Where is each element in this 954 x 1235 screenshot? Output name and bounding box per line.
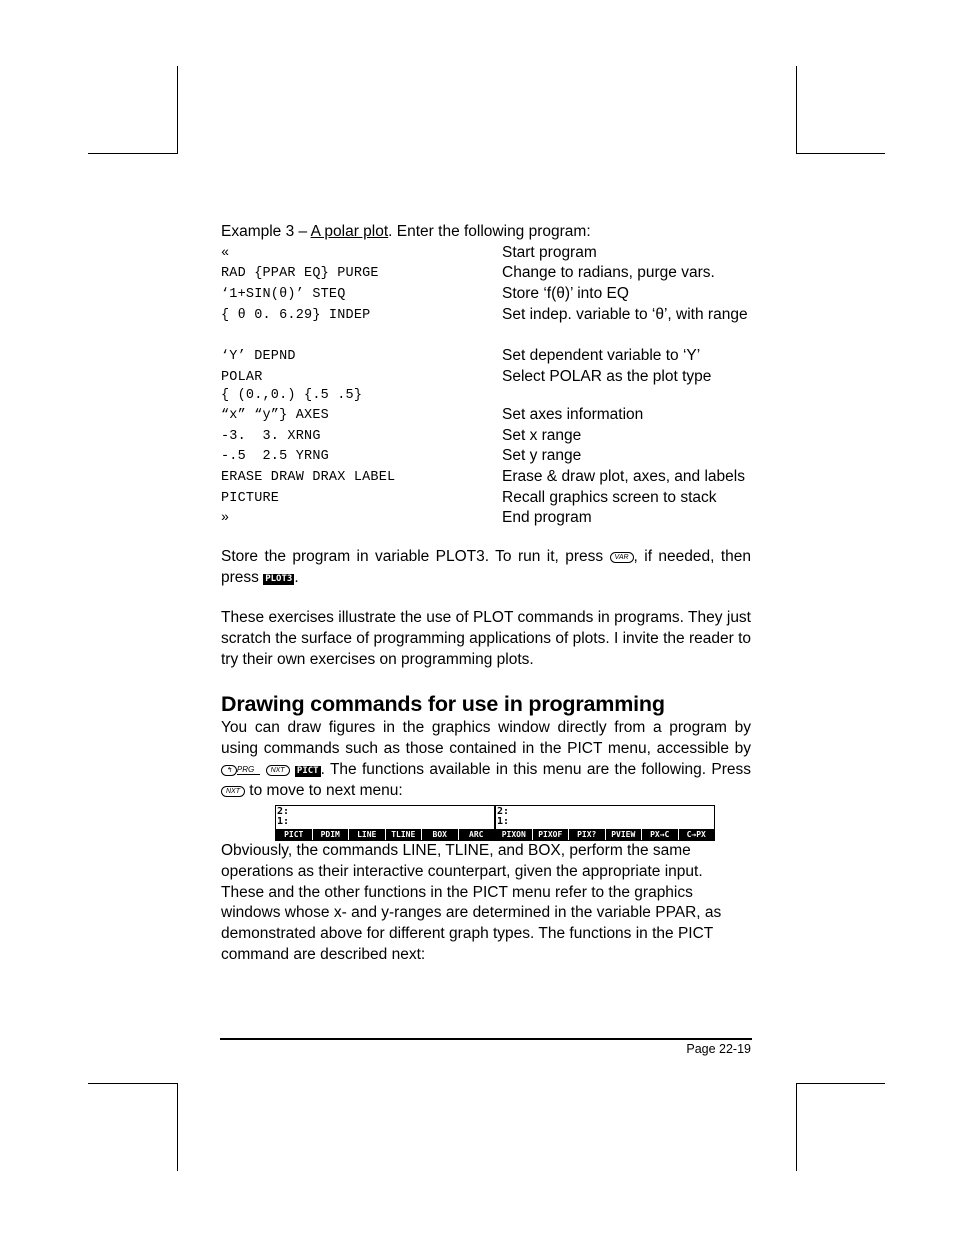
soft-menu-bar bbox=[496, 829, 714, 840]
menu-key: PICT bbox=[276, 829, 312, 840]
crop-mark bbox=[796, 153, 885, 154]
example-intro: Example 3 – A polar plot. Enter the following program: bbox=[221, 223, 591, 240]
program-line: { θ 0. 6.29} INDEP Set indep. variable to ‘θ’, with range bbox=[221, 305, 748, 323]
program-line: ‘1+SIN(θ)’ STEQ Store ‘f(θ)’ into EQ bbox=[221, 285, 629, 303]
crop-mark bbox=[796, 66, 797, 154]
section-paragraph: You can draw figures in the graphics window directly from a program by using commands such as those contained in the PICT menu, accessible by ↰ PRG NXT PICT . The functions available in this menu are the following. Press NXT to move to next menu: bbox=[221, 719, 752, 799]
pict-softkey-icon: PICT bbox=[296, 765, 319, 776]
crop-mark bbox=[88, 153, 177, 154]
left-shift-key-icon: ↰ bbox=[221, 765, 237, 776]
menu-key: PVIEW bbox=[606, 829, 642, 840]
page-content bbox=[221, 222, 751, 966]
menu-key: PX→C bbox=[642, 829, 678, 840]
menu-key: PIX? bbox=[569, 829, 605, 840]
example-link: A polar plot bbox=[310, 223, 389, 240]
crop-mark bbox=[796, 1083, 797, 1171]
program-line: « Start program bbox=[221, 243, 597, 261]
calculator-screens bbox=[221, 805, 751, 841]
store-instructions: Store the program in variable PLOT3. To run it, press VAR , if needed, then press PLOT3 . bbox=[221, 547, 751, 586]
crop-mark bbox=[177, 1083, 178, 1171]
program-line: { (0.,0.) {.5 .5} bbox=[221, 387, 363, 403]
program-line: -.5 2.5 YRNG Set y range bbox=[221, 447, 582, 465]
menu-key: ARC bbox=[459, 829, 495, 840]
crop-mark bbox=[177, 66, 178, 154]
plot3-softkey-icon: PLOT3 bbox=[265, 573, 293, 584]
program-line: “x” “y”} AXES Set axes information bbox=[221, 405, 644, 423]
calculator-screen: 2: 1: PICT PDIM LINE TLINE BOX ARC bbox=[275, 805, 495, 841]
program-line: RAD {PPAR EQ} PURGE Change to radians, purge vars. bbox=[221, 264, 715, 282]
calculator-screen: 2: 1: PIXON PIXOF PIX? PVIEW PX→C C→PX bbox=[495, 805, 715, 841]
menu-key: C→PX bbox=[679, 829, 715, 840]
crop-mark bbox=[88, 1083, 177, 1084]
menu-key: BOX bbox=[422, 829, 458, 840]
program-line: -3. 3. XRNG Set x range bbox=[221, 426, 582, 444]
program-line: POLAR Select POLAR as the plot type bbox=[221, 367, 712, 385]
footer-rule bbox=[220, 1038, 752, 1040]
menu-key: PDIM bbox=[313, 829, 349, 840]
page-number: Page 22-19 bbox=[686, 1042, 751, 1056]
soft-menu-bar bbox=[276, 829, 494, 840]
program-line: ‘Y’ DEPND Set dependent variable to ‘Y’ bbox=[221, 347, 701, 365]
program-line: ERASE DRAW DRAX LABEL Erase & draw plot, axes, and labels bbox=[221, 467, 745, 485]
program-listing bbox=[221, 243, 751, 529]
after-paragraph: Obviously, the commands LINE, TLINE, and BOX, perform the same operations as their interactive counterpart, given the appropriate input. bbox=[221, 842, 703, 880]
program-line: » End program bbox=[221, 509, 592, 527]
var-key-icon: VAR bbox=[610, 552, 634, 563]
section-heading: Drawing commands for use in programming bbox=[221, 692, 665, 717]
crop-mark bbox=[796, 1083, 885, 1084]
prg-label: PRG bbox=[237, 765, 260, 775]
program-line: PICTURE Recall graphics screen to stack bbox=[221, 488, 717, 506]
menu-key: PIXOF bbox=[533, 829, 569, 840]
nxt-key-icon: NXT bbox=[221, 786, 245, 797]
nxt-key-icon: NXT bbox=[266, 765, 290, 776]
after-paragraph: These and the other functions in the PICT menu refer to the graphics windows whose x- and y-ranges are determined in the variable PPAR, as demonstrated above for different graph types. The functions in the PICT command are described next: bbox=[221, 883, 722, 963]
menu-key: TLINE bbox=[386, 829, 422, 840]
menu-key: LINE bbox=[349, 829, 385, 840]
exercises-paragraph: These exercises illustrate the use of PLOT commands in programs. They just scratch the surface of programming applications of plots. I invite the reader to try their own exercises on programming plots. bbox=[221, 609, 751, 668]
menu-key: PIXON bbox=[496, 829, 532, 840]
